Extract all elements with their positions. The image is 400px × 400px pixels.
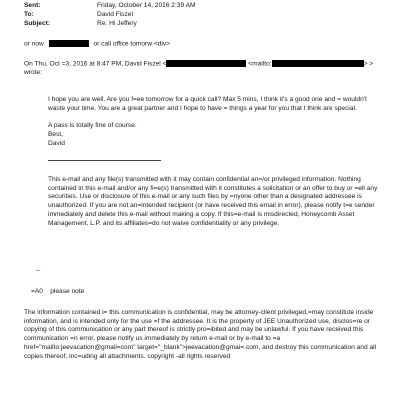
disclaimer-paragraph	[48, 176, 380, 228]
message-paragraph	[48, 96, 378, 113]
quote-wrote: wrote:	[24, 69, 42, 76]
subject-row	[24, 20, 195, 29]
pass-line: A pass is totally fine of course.	[48, 122, 137, 129]
redaction-block	[272, 60, 364, 67]
message-text: I hope you are well. Are you f=ee tomorrow for a quick call? Max 5 mins, I think it's a good one and = wouldn't waste your time. You are a great partner and I hope to have = things a year for you that I think are special.	[48, 96, 367, 112]
footer-paragraph	[24, 309, 380, 361]
subject-value: Re: Hi Jeffery	[97, 20, 137, 28]
footer-text: The information contained i= this communication is confidential, may be attorney-client privileged,=may constitute inside information, and is intended only for the use =f the addressee. It is the property of JEE Unauthorized use, disclos=re or copying of this communication or any part thereof is strictly pro=ibited and may be unlawful. If you have received this communication =n error, please notify us immediately by return e-mail or by e-mail to =a href="mailto:jeevacation@gmail=com" target="_blank">jeevacation@gmai=.com, and destroy this communication and all copies thereof, inc=uding all attachments. copyright -all rights reserved	[24, 309, 377, 360]
to-row	[24, 11, 195, 20]
sent-value: Friday, October 14, 2016 2:39 AM	[97, 2, 196, 10]
sign-name: David	[48, 140, 65, 147]
signature-divider	[48, 160, 161, 161]
quote-mailto: <mailto:	[248, 60, 272, 68]
subject-label: Subject:	[24, 20, 51, 28]
to-label: To:	[24, 11, 34, 19]
sent-row	[24, 2, 195, 11]
dashes: --	[36, 267, 41, 274]
please-note: =A0 please note	[31, 288, 85, 295]
reply-line	[24, 40, 170, 49]
quote-end: > >	[363, 60, 374, 68]
quote-prefix: On Thu, Oct =3, 2016 at 8:47 PM, David Fiszel <	[24, 60, 167, 68]
reply-prefix: or now	[24, 40, 44, 48]
disclaimer-text: This e-mail and any file(s) transmitted with it may contain confidential an=/or privileged information. Nothing contained in this e-mail and/or any fi=e(s) transmitted with it constitutes a solicitation or an offer to buy or =ell any securities. Use or disclosure of this e-mail or any such files by =nyone other than a designated addressee is unauthorized. If you are not an=intended recipient (or have received this email in error), please notify t=e sender immediately and delete this e-mail without making a copy. If this=e-mail is misdirected, Honeycomb Asset Management, L.P. and its affiliates=do not waive confidentiality or any privilege.	[48, 176, 378, 227]
sent-label: Sent:	[24, 2, 41, 10]
redaction-block	[166, 60, 246, 67]
email-header	[24, 2, 195, 29]
redaction-block	[49, 40, 89, 47]
sign-best: Best,	[48, 131, 64, 138]
to-value: David Fiszel	[97, 11, 133, 19]
reply-suffix: or call office tomorw <div>	[93, 40, 170, 48]
quote-header-line	[24, 60, 373, 69]
